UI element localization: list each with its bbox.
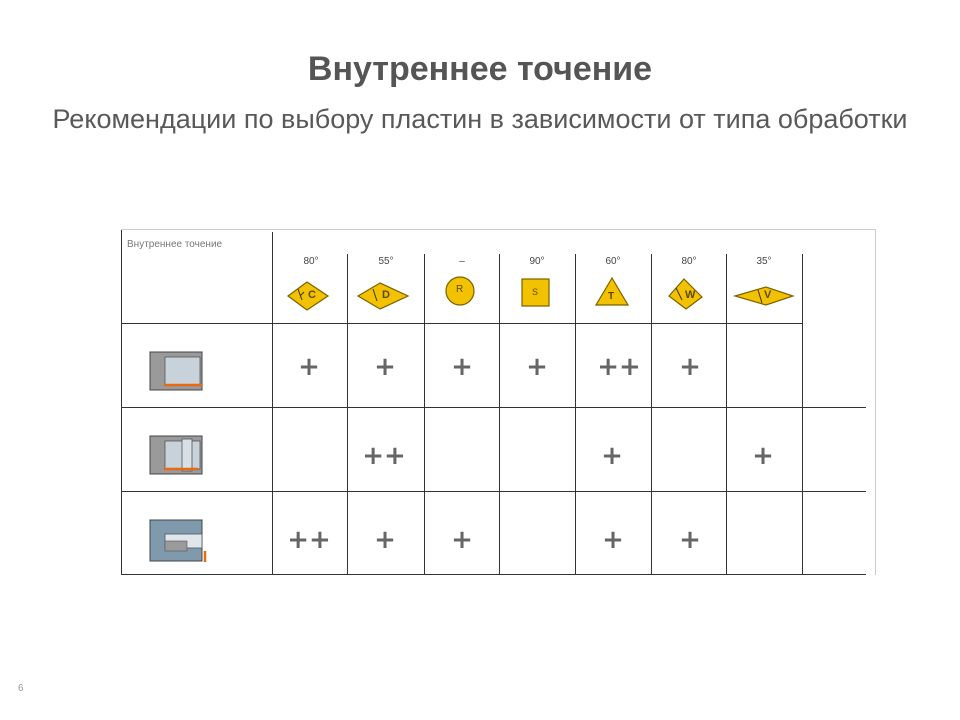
mark-r1-c5: ++ — [597, 352, 641, 382]
mark-r3-c3: + — [451, 525, 473, 555]
insert-angle: 55° — [378, 256, 394, 267]
page-number: 6 — [18, 683, 24, 694]
mark-r1-c4: + — [526, 352, 548, 382]
boring-through-icon — [150, 352, 202, 390]
insert-letter: S — [532, 287, 539, 297]
table-grid — [121, 229, 876, 575]
profiling-icon — [150, 436, 202, 474]
facing-shoulder-icon — [150, 520, 205, 562]
insert-letter: T — [608, 291, 615, 302]
insert-angle: 80° — [681, 256, 697, 267]
slide-title: Внутреннее точение — [307, 50, 653, 88]
mark-r3-c6: + — [679, 525, 701, 555]
mark-r1-c6: + — [679, 352, 701, 382]
mark-r3-c5: + — [602, 525, 624, 555]
mark-r2-c2: ++ — [362, 441, 406, 471]
insert-angle: 90° — [529, 256, 545, 267]
insert-angle: 35° — [756, 256, 772, 267]
insert-angle: 60° — [605, 256, 621, 267]
mark-r2-c5: + — [601, 441, 623, 471]
mark-r2-c7: + — [752, 441, 774, 471]
mark-r1-c3: + — [451, 352, 473, 382]
mark-r3-c1: ++ — [287, 525, 331, 555]
mark-r3-c2: + — [374, 525, 396, 555]
insert-letter: V — [764, 289, 772, 301]
mark-r1-c1: + — [298, 352, 320, 382]
insert-letter: C — [308, 289, 316, 301]
insert-letter: R — [456, 284, 464, 295]
insert-angle: – — [459, 256, 465, 267]
mark-r1-c2: + — [374, 352, 396, 382]
slide-subtitle: Рекомендации по выбору пластин в зависимости от типа обработки — [52, 104, 908, 134]
insert-letter: W — [685, 289, 696, 301]
insert-angle: 80° — [303, 256, 319, 267]
insert-letter: D — [382, 289, 390, 301]
table-header-label: Внутреннее точение — [127, 239, 223, 250]
